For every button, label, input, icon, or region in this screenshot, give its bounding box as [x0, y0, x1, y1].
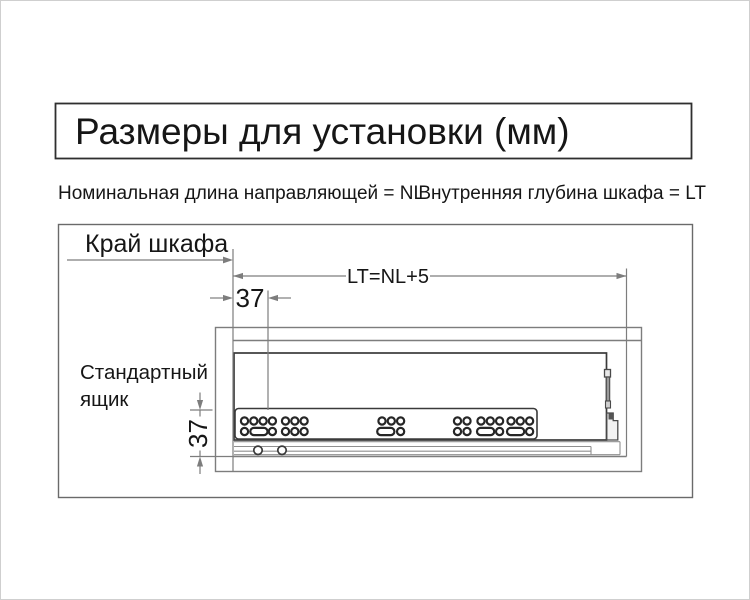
drawer-label-line2: ящик — [80, 388, 129, 411]
hook-circle — [254, 446, 262, 454]
mounting-hole — [397, 428, 404, 435]
mounting-hole — [526, 417, 533, 424]
dim-bottom-offset-label: 37 — [183, 419, 213, 448]
mounting-hole — [241, 417, 248, 424]
mounting-hole — [282, 417, 289, 424]
mounting-hole — [463, 428, 470, 435]
mounting-hole — [526, 428, 533, 435]
legend-cabinet-depth: Внутренняя глубина шкафа = LT — [418, 183, 706, 204]
cabinet-edge-label: Край шкафа — [85, 230, 229, 258]
mounting-slot — [377, 428, 394, 435]
page-title: Размеры для установки (мм) — [75, 111, 570, 152]
mounting-hole — [301, 417, 308, 424]
mounting-hole — [487, 417, 494, 424]
legend-rail-length: Номинальная длина направляющей = NL — [58, 183, 425, 204]
bracket-bar — [606, 377, 609, 401]
dim-depth-label: LT=NL+5 — [347, 266, 429, 288]
mounting-slot — [250, 428, 267, 435]
mounting-slot — [477, 428, 494, 435]
bracket-block-top — [605, 370, 611, 378]
mounting-hole — [260, 417, 267, 424]
mounting-hole — [463, 417, 470, 424]
drawer-label-line1: Стандартный — [80, 361, 208, 384]
dim-bottom-offset-label-group — [183, 417, 213, 451]
mounting-hole — [454, 428, 461, 435]
mounting-hole — [291, 417, 298, 424]
mounting-hole — [397, 417, 404, 424]
mounting-hole — [282, 428, 289, 435]
hook-circle — [278, 446, 286, 454]
mounting-hole — [388, 417, 395, 424]
mounting-holes-bottom-row — [241, 428, 533, 435]
mounting-hole — [496, 428, 503, 435]
mounting-hole — [507, 417, 514, 424]
mounting-hole — [269, 428, 276, 435]
mounting-hole — [517, 417, 524, 424]
mounting-hole — [477, 417, 484, 424]
mounting-hole — [250, 417, 257, 424]
mounting-hole — [378, 417, 385, 424]
mounting-hole — [241, 428, 248, 435]
bracket-block-mid — [606, 401, 611, 408]
mounting-hole — [454, 417, 461, 424]
mounting-hole — [496, 417, 503, 424]
mounting-hole — [301, 428, 308, 435]
dim-front-offset-label: 37 — [235, 283, 265, 313]
bracket-dark-clip — [609, 414, 614, 420]
mounting-hole — [269, 417, 276, 424]
mounting-slot — [507, 428, 524, 435]
mounting-hole — [291, 428, 298, 435]
